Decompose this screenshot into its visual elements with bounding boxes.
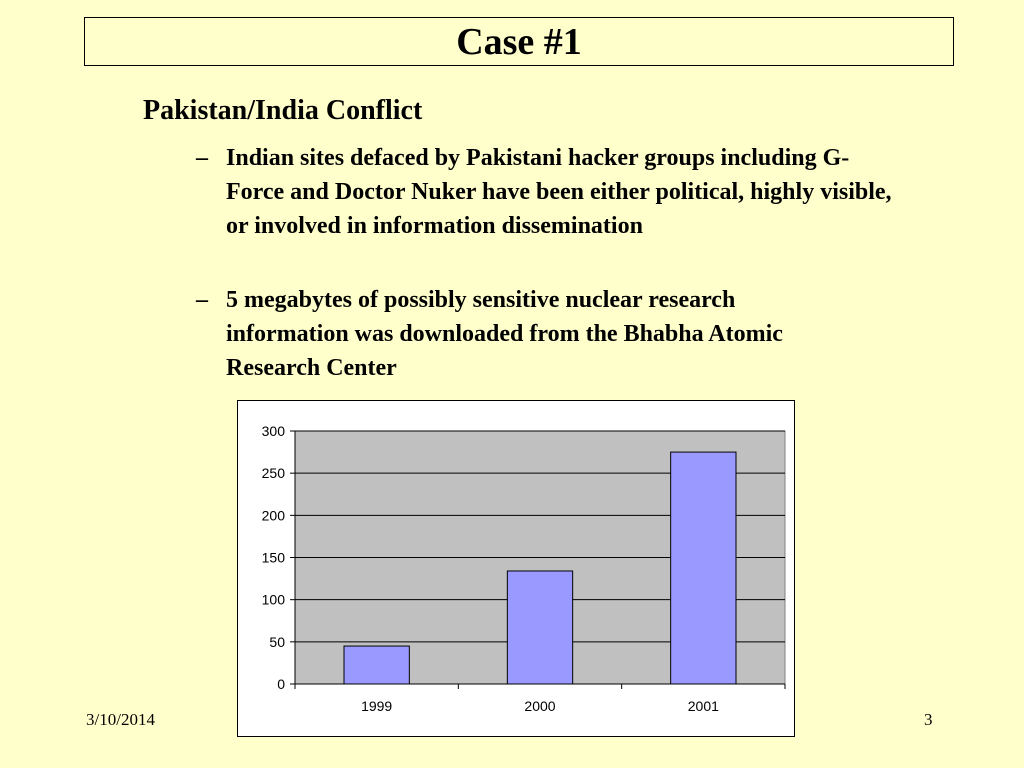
bar-chart	[237, 400, 795, 737]
footer-date: 3/10/2014	[86, 710, 155, 729]
bar-1999	[344, 646, 409, 684]
bullet-1: Indian sites defaced by Pakistani hacker groups including G-Force and Doctor Nuker have been either political, highly visible, or involved in information dissemination	[226, 145, 892, 239]
y-tick-label: 0	[277, 676, 285, 692]
y-tick-label: 200	[261, 507, 285, 524]
y-tick-label: 250	[261, 465, 285, 482]
y-tick-label: 100	[261, 591, 285, 608]
footer-page-number: 3	[924, 710, 933, 729]
bullet-2: 5 megabytes of possibly sensitive nuclear research information was downloaded from the Bhabha Atomic Research Center	[226, 287, 783, 381]
y-tick-label: 300	[261, 423, 285, 439]
slide-title: Case #1	[456, 20, 582, 63]
bar-2000	[507, 571, 572, 684]
title-box	[84, 17, 954, 66]
x-tick-label: 1999	[361, 698, 393, 714]
bar-chart-svg	[238, 401, 793, 735]
bullet-dash-1: –	[196, 145, 208, 171]
x-tick-label: 2000	[524, 698, 556, 714]
slide-heading: Pakistan/India Conflict	[143, 95, 423, 126]
y-tick-label: 50	[269, 633, 285, 650]
x-tick-label: 2001	[687, 698, 719, 714]
y-tick-label: 150	[261, 549, 285, 566]
bullet-dash-2: –	[196, 287, 208, 313]
bar-2001	[671, 452, 736, 684]
